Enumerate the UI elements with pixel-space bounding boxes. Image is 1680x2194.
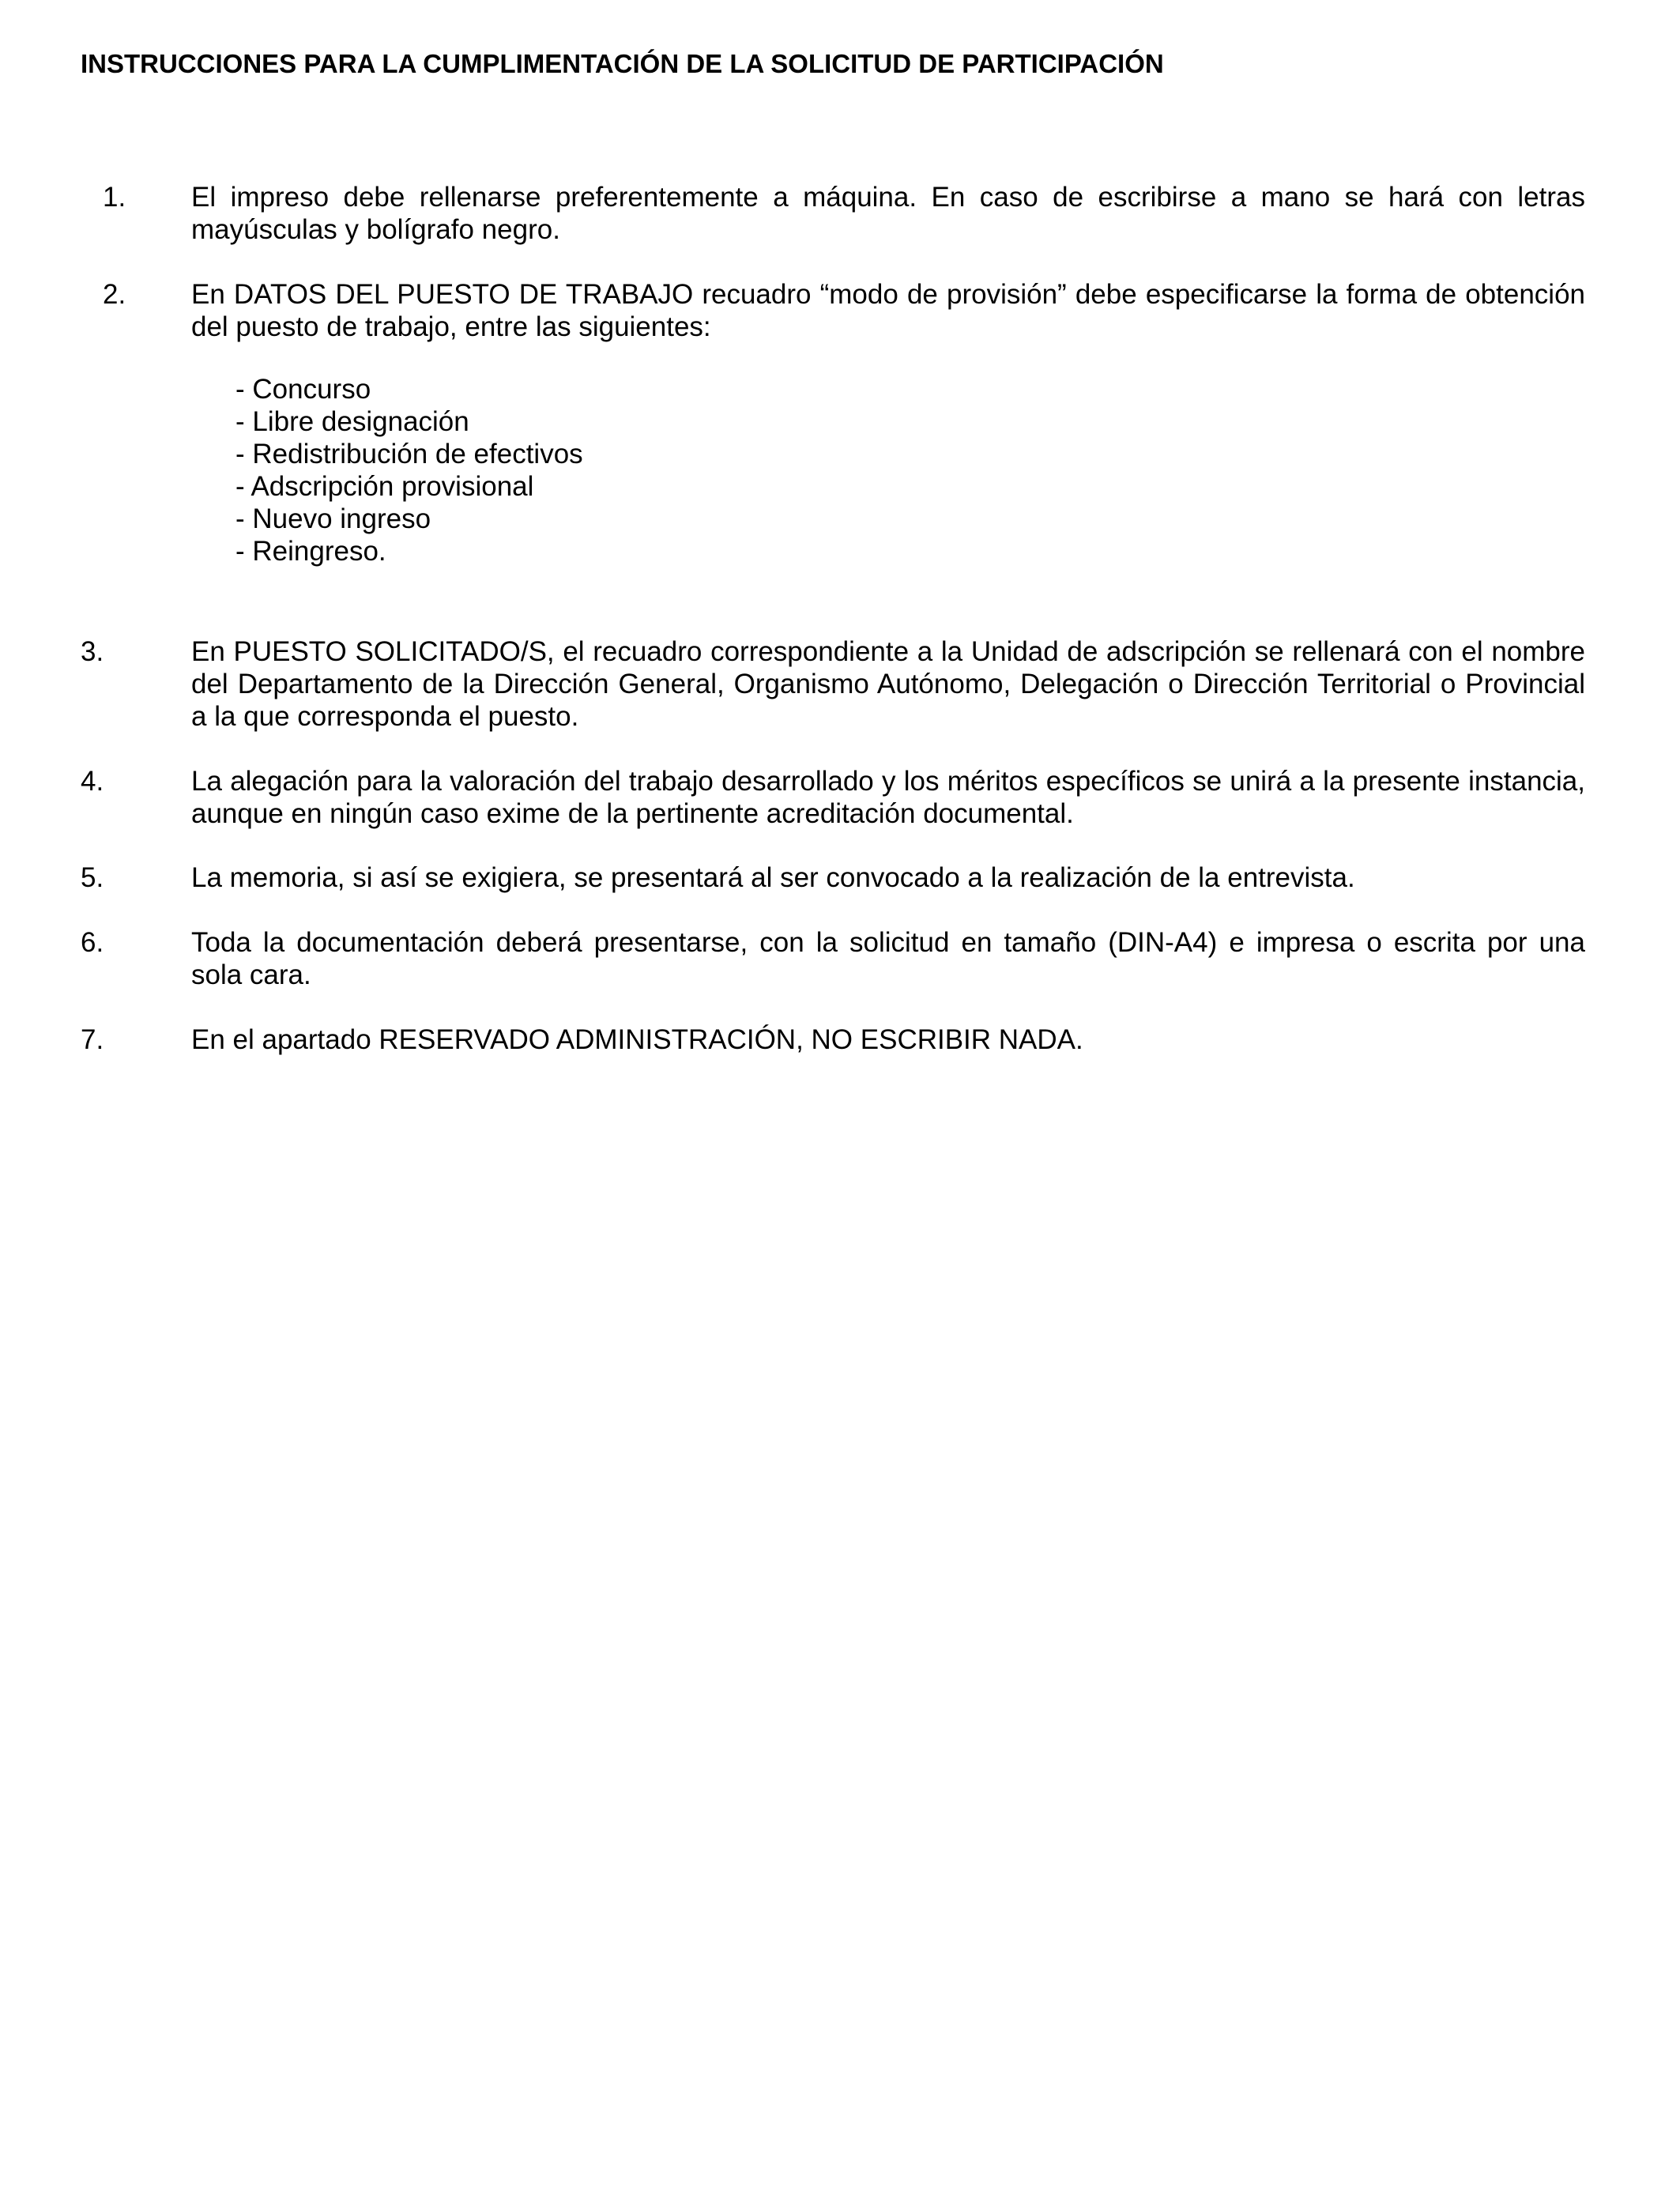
item-text-line: La alegación para la valoración del trabajo desarrollado y los méritos específicos se unirá a la presente instancia, — [191, 766, 1585, 797]
item-text-line: En DATOS DEL PUESTO DE TRABAJO recuadro “modo de provisión” debe especificarse la forma de obtención — [191, 279, 1585, 310]
item-text-line: En PUESTO SOLICITADO/S, el recuadro correspondiente a la Unidad de adscripción se rellenará con el nombre — [191, 636, 1585, 667]
item-text-line: del puesto de trabajo, entre las siguientes: — [191, 311, 711, 342]
item-text-line: Toda la documentación deberá presentarse, con la solicitud en tamaño (DIN-A4) e impresa o escrita por una — [191, 927, 1585, 958]
item-number: 7. — [81, 1024, 104, 1055]
item-text — [191, 926, 1585, 991]
item-number: 4. — [81, 766, 104, 797]
item-number: 2. — [103, 279, 126, 310]
item-number: 5. — [81, 862, 104, 893]
item-text-line: En el apartado RESERVADO ADMINISTRACIÓN, NO ESCRIBIR NADA. — [191, 1024, 1083, 1055]
provision-mode-options — [235, 373, 583, 567]
item-text-line: del Departamento de la Dirección General, Organismo Autónomo, Delegación o Dirección Territorial o Provincial — [191, 669, 1585, 699]
option-item: - Reingreso. — [235, 536, 386, 567]
item-text — [191, 278, 1585, 343]
option-item: - Adscripción provisional — [235, 471, 534, 502]
item-text — [191, 861, 1585, 894]
option-item: - Concurso — [235, 374, 371, 405]
item-text-line: sola cara. — [191, 959, 311, 990]
option-item: - Redistribución de efectivos — [235, 439, 583, 469]
option-item: - Libre designación — [235, 406, 469, 437]
item-number: 1. — [103, 182, 126, 213]
option-item: - Nuevo ingreso — [235, 503, 431, 534]
item-text-line: a la que corresponda el puesto. — [191, 701, 579, 732]
item-text-line: aunque en ningún caso exime de la pertinente acreditación documental. — [191, 798, 1074, 829]
item-text-line: mayúsculas y bolígrafo negro. — [191, 214, 560, 245]
item-text — [191, 635, 1585, 733]
item-text-line: La memoria, si así se exigiera, se presentará al ser convocado a la realización de la entrevista. — [191, 862, 1355, 893]
item-text — [191, 765, 1585, 830]
item-number: 6. — [81, 927, 104, 958]
item-text — [191, 181, 1585, 246]
page-title: INSTRUCCIONES PARA LA CUMPLIMENTACIÓN DE LA SOLICITUD DE PARTICIPACIÓN — [81, 49, 1164, 78]
item-number: 3. — [81, 636, 104, 667]
item-text — [191, 1023, 1585, 1056]
item-text-line: El impreso debe rellenarse preferentemente a máquina. En caso de escribirse a mano se hará con letras — [191, 182, 1585, 213]
